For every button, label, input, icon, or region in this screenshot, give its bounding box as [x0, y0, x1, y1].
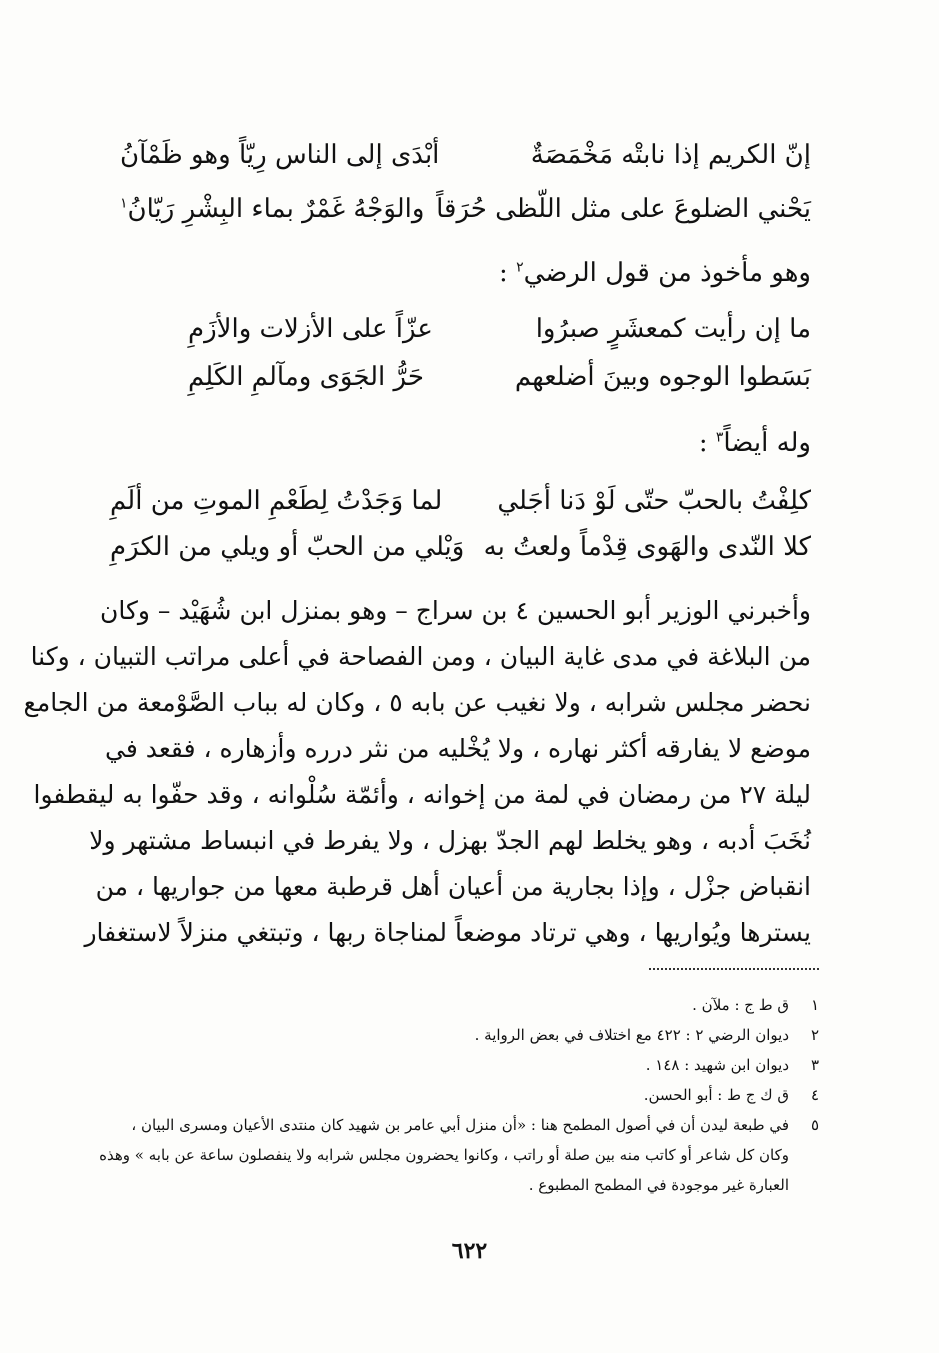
- poem2-line2-first-hemistich: بَسَطوا الوجوه وبينَ أضلعهم: [514, 362, 811, 392]
- footnote-5: [99, 1110, 819, 1200]
- intro-2-text: وله أيضاً: [723, 428, 811, 458]
- poem1-line1-second-hemistich: أبْدَى إلى الناس رِيّاً وهو ظَمْآنُ: [120, 140, 440, 170]
- poem1-line2-second-hemistich: والوَجْهُ غَمْرٌ بماء البِشْرِ رَيّانُ: [127, 194, 425, 224]
- footnote-number: ٣: [810, 1056, 819, 1074]
- footnote-1: [99, 990, 819, 1020]
- prose-line: نُخَبَ أدبه ، وهو يخلط لهم الجدّ بهزل ، ولا يفرط في انبساط مشتهر ولا: [89, 826, 811, 855]
- prose-line: يسترها ويُواريها ، وهي ترتاد موضعاً لمناجاة ربها ، وتبتغي منزلاً لاستغفار: [84, 918, 811, 947]
- prose-line: نحضر مجلس شرابه ، ولا نغيب عن بابه ٥ ، وكان له بباب الصَّوْمعة من الجامع: [23, 688, 811, 717]
- footnote-ref-3: ٣: [715, 429, 724, 446]
- footnote-ref-2: ٢: [516, 259, 524, 276]
- footnote-number: ١: [810, 996, 819, 1014]
- poem3-line1-second-hemistich: لما وَجَدْتُ لِطَعْمِ الموتِ من ألَمِ: [110, 486, 443, 516]
- prose-line: موضع لا يفارقه أكثر نهاره ، ولا يُخْليه من نثر درره وأزهاره ، فقعد في: [105, 734, 811, 763]
- footnote-number: ٢: [810, 1026, 819, 1044]
- intro-1-colon: :: [499, 258, 508, 288]
- prose-line: من البلاغة في مدى غاية البيان ، ومن الفصاحة في أعلى مراتب التبيان ، وكنا: [30, 642, 811, 671]
- intro-2-colon: :: [698, 428, 708, 458]
- footnote-2: [99, 1020, 819, 1050]
- poem3-line2-first-hemistich: كلا النّدى والهَوى قِدْماً ولعتُ به: [483, 532, 811, 562]
- poem2-line1-first-hemistich: ما إن رأيت كمعشَرٍ صبرُوا: [535, 314, 811, 344]
- footnotes: [99, 990, 819, 1200]
- poem1-line1-first-hemistich: إنّ الكريم إذا نابتْه مَخْمَصَةٌ: [530, 140, 811, 170]
- footnote-text: في طبعة ليدن أن في أصول المطمح هنا : «أن منزل أبي عامر بن شهيد كان منتدى الأعيان ومسرى البيان ، وكان كل شاعر أو كاتب منه بين صلة أو راتب ، وكانوا يحضرون مجلس شرابه ولا ينفصلون ساعة عن بابه » وهذه العبارة غير موجودة في المطمح المطبوع .: [99, 1116, 789, 1194]
- footnote-number: ٥: [810, 1116, 819, 1134]
- poem3-line1-first-hemistich: كلِفْتُ بالحبّ حتّى لَوْ دَنا أجَلي: [497, 486, 811, 516]
- poem2-line1-second-hemistich: عزّاً على الأزلات والأزَمِ: [188, 314, 433, 344]
- footnote-text: ق ك ج ط : أبو الحسن.: [643, 1086, 789, 1104]
- poem1-line2-second-hemistich-wrap: [120, 196, 424, 222]
- intro-line-2: [699, 428, 811, 458]
- footnote-3: [99, 1050, 819, 1080]
- prose-line: انقباض جزْل ، وإذا بجارية من أعيان أهل قرطبة معها من جواريها ، من: [95, 872, 811, 901]
- footnote-number: ٤: [810, 1086, 819, 1104]
- footnote-text: ق ط ج : ملآن .: [692, 996, 789, 1014]
- intro-line-1: [499, 258, 811, 288]
- footnote-4: [99, 1080, 819, 1110]
- footnote-text: ديوان ابن شهيد : ١٤٨ .: [645, 1056, 789, 1074]
- prose-line: وأخبرني الوزير أبو الحسين ٤ بن سراج – وهو بمنزل ابن شُهَيْد – وكان: [100, 596, 811, 625]
- poem1-line2-first-hemistich: يَحْني الضلوعَ على مثل اللّظى حُرَقاً: [436, 194, 811, 224]
- intro-1-text: وهو مأخوذ من قول الرضي: [523, 258, 811, 288]
- poem3-line2-second-hemistich: وَيْلي من الحبّ أو ويلي من الكرَمِ: [110, 532, 465, 562]
- prose-paragraph: [23, 588, 811, 956]
- footnote-separator: [649, 968, 819, 970]
- footnote-text: ديوان الرضي ٢ : ٤٢٢ مع اختلاف في بعض الرواية .: [474, 1026, 789, 1044]
- page-number: ٦٢٢: [451, 1238, 488, 1264]
- poem2-line2-second-hemistich: حَرُّ الجَوَى ومآلمِ الكَلِمِ: [188, 362, 424, 392]
- prose-line: ليلة ٢٧ من رمضان في لمة من إخوانه ، وأئمّة سُلْوانه ، وقد حفّوا به ليقطفوا: [33, 780, 811, 809]
- footnote-ref-1: ١: [120, 195, 128, 212]
